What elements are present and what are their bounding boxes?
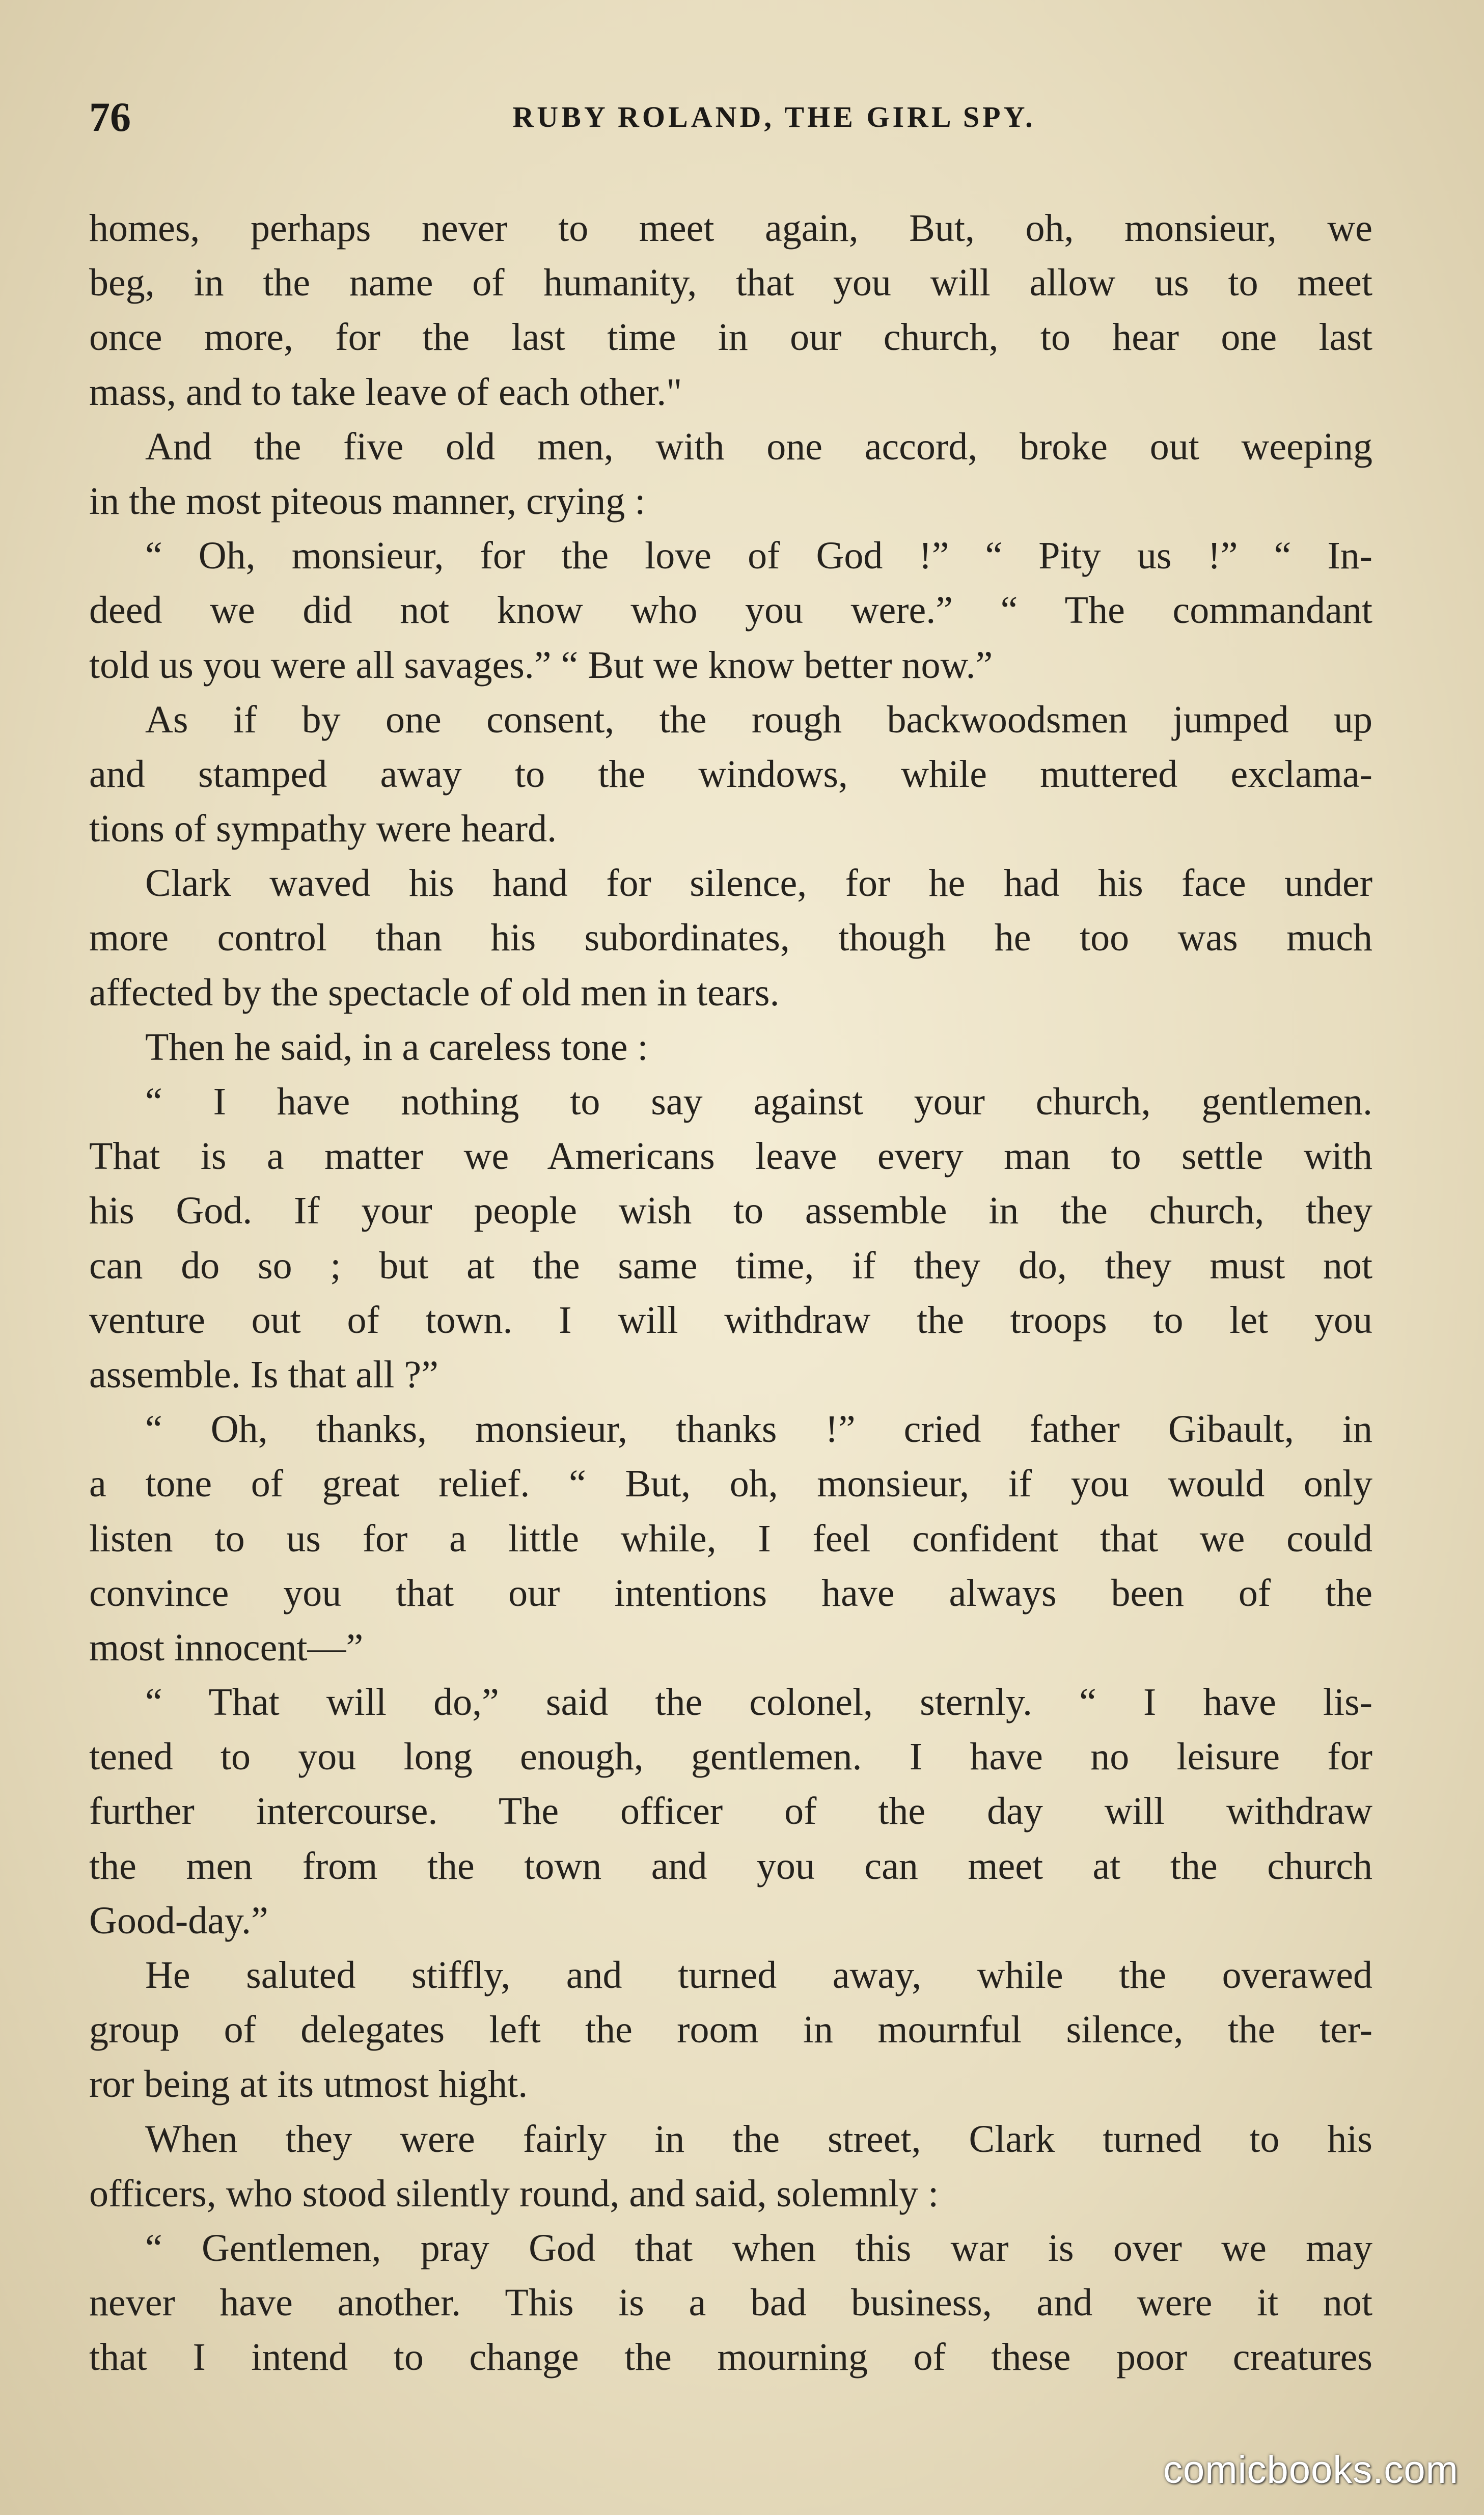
text-line: “ Gentlemen, pray God that when this war is over we may: [145, 2226, 1372, 2270]
text-line: in the most piteous manner, crying :: [89, 479, 646, 523]
text-line: tened to you long enough, gentlemen. I have no leisure for: [89, 1735, 1372, 1779]
page-header: [89, 89, 1372, 145]
text-line: his God. If your people wish to assemble in the church, they: [89, 1189, 1372, 1233]
text-line: the men from the town and you can meet at the church: [89, 1844, 1372, 1888]
text-line: Then he said, in a careless tone :: [145, 1025, 648, 1069]
text-line: can do so ; but at the same time, if they do, they must not: [89, 1244, 1372, 1287]
text-line: “ Oh, monsieur, for the love of God !” “ Pity us !” “ In-: [145, 534, 1372, 578]
text-line: deed we did not know who you were.” “ The commandant: [89, 589, 1372, 632]
text-line: “ Oh, thanks, monsieur, thanks !” cried father Gibault, in: [145, 1408, 1372, 1451]
text-line: mass, and to take leave of each other.": [89, 370, 682, 414]
text-line: that I intend to change the mourning of these poor creatures: [89, 2336, 1372, 2379]
text-line: That is a matter we Americans leave every man to settle with: [89, 1135, 1372, 1178]
page-number: 76: [89, 94, 131, 140]
text-line: once more, for the last time in our church, to hear one last: [89, 316, 1372, 359]
watermark: comicbooks.com: [1163, 2448, 1459, 2492]
text-line: most innocent—”: [89, 1626, 364, 1669]
text-line: and stamped away to the windows, while muttered exclama-: [89, 752, 1372, 796]
text-line: ror being at its utmost hight.: [89, 2063, 528, 2106]
text-line: told us you were all savages.” “ But we know better now.”: [89, 643, 993, 687]
text-line: He saluted stiffly, and turned away, while the overawed: [145, 1954, 1372, 1997]
text-line: As if by one consent, the rough backwoodsmen jumped up: [145, 698, 1372, 741]
text-line: never have another. This is a bad business, and were it not: [89, 2281, 1372, 2325]
text-line: homes, perhaps never to meet again, But, oh, monsieur, we: [89, 207, 1372, 250]
text-line: Clark waved his hand for silence, for he had his face under: [145, 862, 1372, 905]
text-line: more control than his subordinates, though he too was much: [89, 916, 1372, 960]
text-line: listen to us for a little while, I feel confident that we could: [89, 1517, 1372, 1560]
text-line: And the five old men, with one accord, broke out weeping: [145, 425, 1372, 468]
text-line: officers, who stood silently round, and said, solemnly :: [89, 2172, 939, 2215]
text-line: “ I have nothing to say against your church, gentlemen.: [145, 1080, 1372, 1123]
text-line: convince you that our intentions have always been of the: [89, 1571, 1372, 1615]
text-line: a tone of great relief. “ But, oh, monsieur, if you would only: [89, 1462, 1372, 1506]
text-line: beg, in the name of humanity, that you will allow us to meet: [89, 261, 1372, 305]
text-line: further intercourse. The officer of the day will withdraw: [89, 1790, 1372, 1833]
text-line: Good-day.”: [89, 1899, 268, 1942]
text-line: “ That will do,” said the colonel, sternly. “ I have lis-: [145, 1681, 1372, 1724]
text-line: When they were fairly in the street, Clark turned to his: [145, 2117, 1372, 2161]
text-line: group of delegates left the room in mournful silence, the ter-: [89, 2008, 1372, 2052]
text-line: venture out of town. I will withdraw the troops to let you: [89, 1298, 1372, 1342]
text-line: assemble. Is that all ?”: [89, 1353, 438, 1396]
text-line: affected by the spectacle of old men in tears.: [89, 971, 780, 1014]
running-head: RUBY ROLAND, THE GIRL SPY.: [512, 100, 1036, 133]
body-text: [89, 201, 1372, 2385]
text-line: tions of sympathy were heard.: [89, 807, 557, 851]
